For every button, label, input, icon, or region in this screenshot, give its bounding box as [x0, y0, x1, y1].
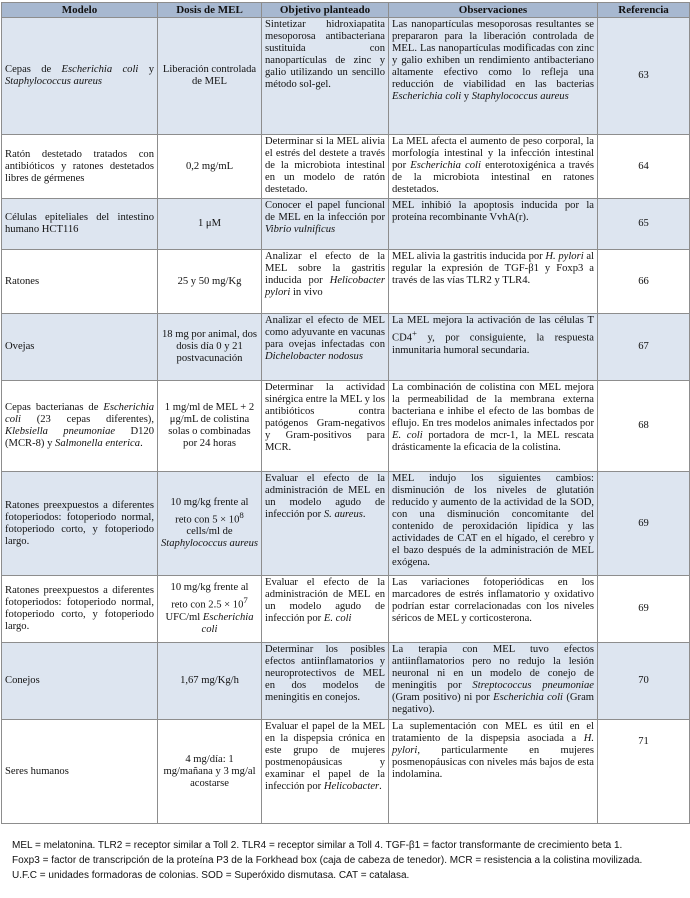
cell-objetivo: Analizar el efecto de MEL como adyuvante en vacunas para ovejas infectadas con Dichelobacter nodosus [262, 314, 389, 381]
melatonin-studies-table [1, 2, 690, 824]
table-row [2, 720, 690, 824]
cell-observaciones: La combinación de colistina con MEL mejora la permeabilidad de la membrana externa bacteriana e inhibe el efecto de las bombas de eflujo. En tres modelos animales infectados por E. coli portadora de mcr-1, la MEL rescata drásticamente la eficacia de la colistina. [389, 381, 598, 472]
cell-observaciones: Las nanopartículas mesoporosas resultantes se prepararon para la liberación controlada de MEL. Las nanopartículas modificadas con zinc y galio exhiben un rendimiento antibacteriano altamente efectivo como lo refleja una reducción de viabilidad en las bacterias Escherichia coli y Staphylococcus aureus [389, 18, 598, 135]
cell-observaciones: MEL inhibió la apoptosis inducida por la proteína recombinante VvhA(r). [389, 199, 598, 250]
cell-referencia: 69 [598, 576, 690, 643]
cell-objetivo: Determinar si la MEL alivia el estrés del destete a través de la microbiota intestinal en un modelo de ratón destetado. [262, 135, 389, 199]
table-row [2, 135, 690, 199]
cell-objetivo: Evaluar el papel de la MEL en la dispepsia crónica en este grupo de mujeres postmenopáusicas y examinar el papel de la infección por Helicobacter. [262, 720, 389, 824]
cell-referencia: 68 [598, 381, 690, 472]
cell-referencia: 64 [598, 135, 690, 199]
cell-modelo: Ratones preexpuestos a diferentes fotoperiodos: fotoperiodo normal, fotoperiodo corto, y fotoperiodo largo. [2, 576, 158, 643]
cell-referencia: 66 [598, 250, 690, 314]
table-row [2, 472, 690, 576]
cell-dosis: 1 mg/ml de MEL + 2 μg/mL de colistina solas o combinadas por 24 horas [158, 381, 262, 472]
table-row [2, 199, 690, 250]
cell-dosis: 4 mg/día: 1 mg/mañana y 3 mg/al acostarse [158, 720, 262, 824]
table-header-row [2, 3, 690, 18]
table-body [2, 18, 690, 824]
cell-referencia: 70 [598, 643, 690, 720]
table-row [2, 314, 690, 381]
cell-dosis: 0,2 mg/mL [158, 135, 262, 199]
cell-observaciones: La suplementación con MEL es útil en el tratamiento de la dispepsia asociada a H. pylori, particularmente en mujeres posmenopáusicas con niveles más bajos de esta indolamina. [389, 720, 598, 824]
cell-observaciones: MEL indujo los siguientes cambios: disminución de los niveles de glutatión reducido y aumento de la actividad de la SOD, con una disminución concomitante del contenido de peroxidación lipídica y las actividades de CAT en el hígado, el cerebro y el bazo después de la administración de MEL exógena. [389, 472, 598, 576]
cell-objetivo: Sintetizar hidroxiapatita mesoporosa antibacteriana sustituida con nanopartículas de zinc y galio utilizando un sencillo método sol-gel. [262, 18, 389, 135]
footnote-line: MEL = melatonina. TLR2 = receptor similar a Toll 2. TLR4 = receptor similar a Toll 4. TGF-β1 = factor transformante de crecimiento beta 1. [12, 840, 623, 851]
cell-dosis: 1 μM [158, 199, 262, 250]
cell-observaciones: MEL alivia la gastritis inducida por H. pylori al regular la expresión de TGF-β1 y Foxp3 a través de las vías TLR2 y TLR4. [389, 250, 598, 314]
footnote-line: Foxp3 = factor de transcripción de la proteína P3 de la Forkhead box (caja de cabeza de tenedor). MCR = resistencia a la colistina movilizada. [12, 855, 643, 866]
cell-modelo: Cepas bacterianas de Escherichia coli (23 cepas diferentes), Klebsiella pneumoniae D120 (MCR-8) y Salmonella enterica. [2, 381, 158, 472]
cell-objetivo: Conocer el papel funcional de MEL en la infección por Vibrio vulnificus [262, 199, 389, 250]
cell-modelo: Células epiteliales del intestino humano HCT116 [2, 199, 158, 250]
table-footnotes [12, 838, 684, 883]
cell-dosis: 25 y 50 mg/Kg [158, 250, 262, 314]
header-modelo: Modelo [2, 3, 158, 18]
table-row [2, 250, 690, 314]
cell-dosis: 18 mg por animal, dos dosis día 0 y 21 postvacunación [158, 314, 262, 381]
cell-objetivo: Evaluar el efecto de la administración de MEL en un modelo agudo de infección por E. coli [262, 576, 389, 643]
cell-modelo: Ratones [2, 250, 158, 314]
header-observaciones: Observaciones [389, 3, 598, 18]
cell-observaciones: La terapia con MEL tuvo efectos antiinflamatorios pero no redujo la lesión neuronal ni en un modelo de conejo de meningitis por Streptococcus pneumoniae (Gram positivo) ni por Escherichia coli (Gram negativo). [389, 643, 598, 720]
cell-modelo: Ratones preexpuestos a diferentes fotoperiodos: fotoperiodo normal, fotoperiodo corto, y fotoperiodo largo. [2, 472, 158, 576]
cell-modelo: Cepas de Escherichia coli y Staphylococcus aureus [2, 18, 158, 135]
cell-observaciones: La MEL afecta el aumento de peso corporal, la morfología intestinal y la infección intestinal por Escherichia coli enterotoxigénica a través de la microbiota intestinal en ratones destetados. [389, 135, 598, 199]
cell-objetivo: Evaluar el efecto de la administración de MEL en un modelo agudo de infección por S. aureus. [262, 472, 389, 576]
cell-modelo: Ratón destetado tratados con antibióticos y ratones destetados libres de gérmenes [2, 135, 158, 199]
cell-dosis: 1,67 mg/Kg/h [158, 643, 262, 720]
table-row [2, 381, 690, 472]
cell-dosis: Liberación controlada de MEL [158, 18, 262, 135]
header-objetivo: Objetivo planteado [262, 3, 389, 18]
table-row [2, 643, 690, 720]
header-dosis: Dosis de MEL [158, 3, 262, 18]
table-row [2, 576, 690, 643]
header-referencia: Referencia [598, 3, 690, 18]
cell-referencia: 65 [598, 199, 690, 250]
cell-modelo: Ovejas [2, 314, 158, 381]
cell-dosis: 10 mg/kg frente al reto con $5 \times 10^8$ cells/ml de Staphylococcus aureus [158, 472, 262, 576]
cell-objetivo: Determinar la actividad sinérgica entre la MEL y los antibióticos contra patógenos Gram-negativos y Gram-positivos para MCR. [262, 381, 389, 472]
footnote-line: U.F.C = unidades formadoras de colonias. SOD = Superóxido dismutasa. CAT = catalasa. [12, 870, 410, 881]
cell-referencia: 63 [598, 18, 690, 135]
table-row [2, 18, 690, 135]
cell-observaciones: La MEL mejora la activación de las células T CD4+ y, por consiguiente, la respuesta inmunitaria humoral secundaria. [389, 314, 598, 381]
cell-referencia: 71 [598, 720, 690, 824]
cell-referencia: 67 [598, 314, 690, 381]
cell-referencia: 69 [598, 472, 690, 576]
cell-modelo: Conejos [2, 643, 158, 720]
cell-dosis: 10 mg/kg frente al reto con $2.5 \times 10^7$ UFC/ml Escherichia coli [158, 576, 262, 643]
cell-modelo: Seres humanos [2, 720, 158, 824]
cell-observaciones: Las variaciones fotoperiódicas en los marcadores de estrés inflamatorio y oxidativo podrían estar correlacionadas con los niveles séricos de MEL y corticosterona. [389, 576, 598, 643]
cell-objetivo: Analizar el efecto de la MEL sobre la gastritis inducida por Helicobacter pylori in vivo [262, 250, 389, 314]
cell-objetivo: Determinar los posibles efectos antiinflamatorios y neuroprotectivos de MEL en dos modelos de meningitis en conejos. [262, 643, 389, 720]
